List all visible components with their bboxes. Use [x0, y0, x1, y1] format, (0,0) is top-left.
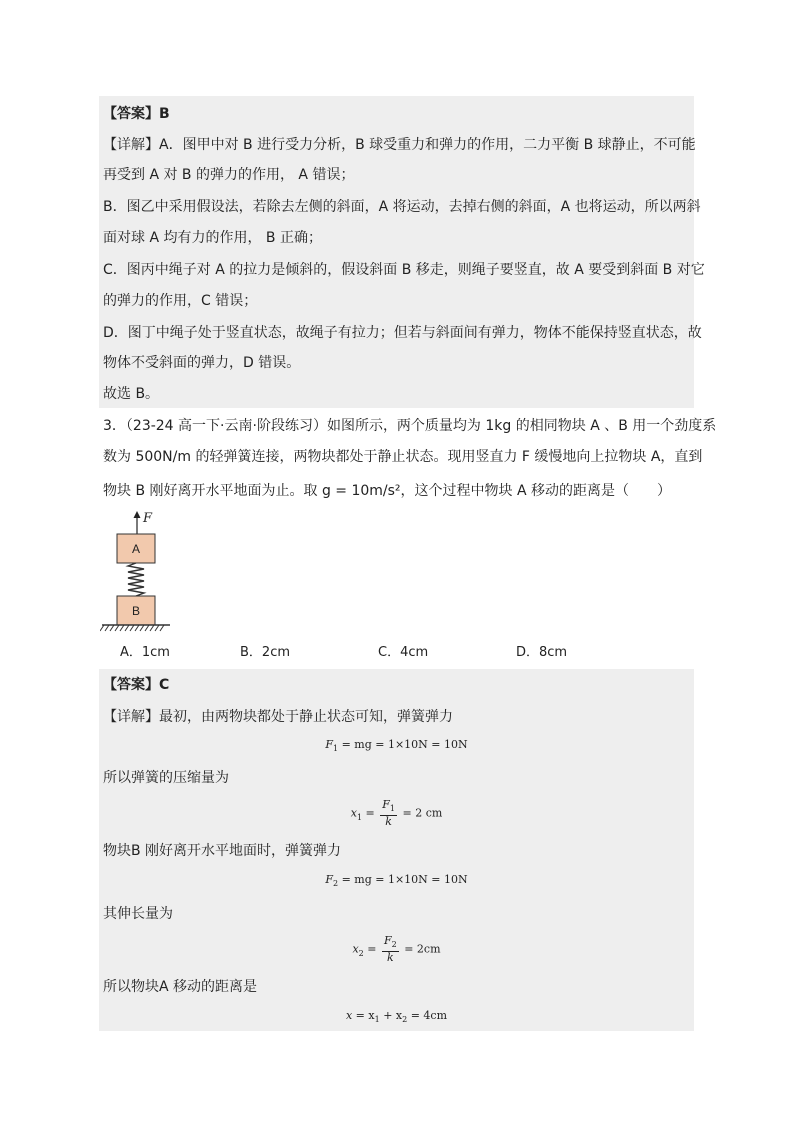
q3-option-c: C．4cm — [378, 645, 429, 660]
q2-detail-p3-line2: 的弹力的作用，C 错误； — [103, 293, 258, 309]
q3-stem-line2: 数为 500N/m 的轻弹簧连接，两物块都处于静止状态。现用竖直力 F 缓慢地向上拉物块 A，直到 — [103, 449, 703, 465]
q2-conclusion: 故选 B。 — [103, 386, 160, 402]
q2-detail-p2-line2: 面对球 A 均有力的作用， B 正确； — [103, 230, 322, 246]
q2-detail-p4-line1: D．图丁中绳子处于竖直状态，故绳子有拉力；但若与斜面间有弹力，物体不能保持竖直状态，故 — [103, 325, 702, 341]
fraction-f2-over-k: $\frac{F_2}{k}$ — [383, 934, 397, 965]
q3-option-d: D．8cm — [516, 645, 568, 660]
spring — [128, 563, 144, 596]
q2-detail-p2-line1: B．图乙中采用假设法，若除去左侧的斜面，A 将运动，去掉右侧的斜面，A 也将运动，所以两斜 — [103, 199, 701, 215]
q3-text-lift-off: 物块B 刚好离开水平地面时，弹簧弹力 — [103, 843, 342, 859]
ground-hatch-mark — [135, 625, 139, 631]
q2-detail-p1-line1: 【详解】A．图甲中对 B 进行受力分析，B 球受重力和弹力的作用，二力平衡 B 球静止，不可能 — [103, 137, 696, 153]
q2-detail-p4-line2: 物体不受斜面的弹力，D 错误。 — [103, 355, 301, 371]
block-b-label: B — [131, 604, 141, 618]
q3-text-compression: 所以弹簧的压缩量为 — [103, 770, 229, 786]
ground-hatch-mark — [145, 625, 149, 631]
q3-text-extension: 其伸长量为 — [103, 906, 173, 922]
ground-hatch-mark — [155, 625, 159, 631]
ground-hatch-mark — [105, 625, 109, 631]
q2-detail-p3-line1: C．图丙中绳子对 A 的拉力是倾斜的，假设斜面 B 移走，则绳子要竖直，故 A 要受到斜面 B 对它 — [103, 262, 705, 278]
ground-hatch-mark — [115, 625, 119, 631]
ground-hatch-mark — [125, 625, 129, 631]
spring-blocks-figure — [100, 508, 170, 634]
q3-detail-intro: 【详解】最初，由两物块都处于静止状态可知，弹簧弹力 — [103, 709, 453, 725]
equation-3: $F_2$ = mg = 1×10N = 10N — [325, 873, 468, 889]
block-a-label: A — [131, 542, 141, 556]
equation-1: $F_1$ = mg = 1×10N = 10N — [325, 738, 468, 754]
force-arrow-head-icon — [134, 511, 141, 518]
q3-stem-line3: 物块 B 刚好离开水平地面为止。取 g = 10m/s²，这个过程中物块 A 移动的距离是（ ） — [103, 483, 672, 499]
ground-hatch-mark — [140, 625, 144, 631]
q2-detail-p1-line2: 再受到 A 对 B 的弹力的作用， A 错误； — [103, 167, 355, 183]
ground-hatch-mark — [130, 625, 134, 631]
q2-answer-line: 【答案】B — [103, 106, 170, 122]
equation-5: $x = x_1 + x_2 = 4cm$ — [345, 1009, 448, 1025]
ground-hatch-mark — [110, 625, 114, 631]
equation-2: $x_1$ = $\frac{F_1}{k}$ = 2 cm — [350, 798, 443, 829]
q3-option-b: B．2cm — [240, 645, 291, 660]
equation-4: $x_2$ = $\frac{F_2}{k}$ = 2cm — [352, 934, 441, 965]
q3-stem-line1: 3．（23-24 高一下·云南·阶段练习）如图所示，两个质量均为 1kg 的相同物块 A 、B 用一个劲度系 — [103, 418, 717, 434]
q3-option-a: A．1cm — [120, 645, 170, 660]
fraction-f1-over-k: $\frac{F_1}{k}$ — [382, 798, 395, 829]
ground-hatch-mark — [120, 625, 124, 631]
ground-hatching — [100, 625, 164, 631]
ground-hatch-mark — [150, 625, 154, 631]
q3-answer-line: 【答案】C — [103, 677, 170, 693]
ground-hatch-mark — [100, 625, 104, 631]
ground-hatch-mark — [160, 625, 164, 631]
force-label: F — [143, 511, 153, 526]
q3-text-distance: 所以物块A 移动的距离是 — [103, 979, 258, 995]
